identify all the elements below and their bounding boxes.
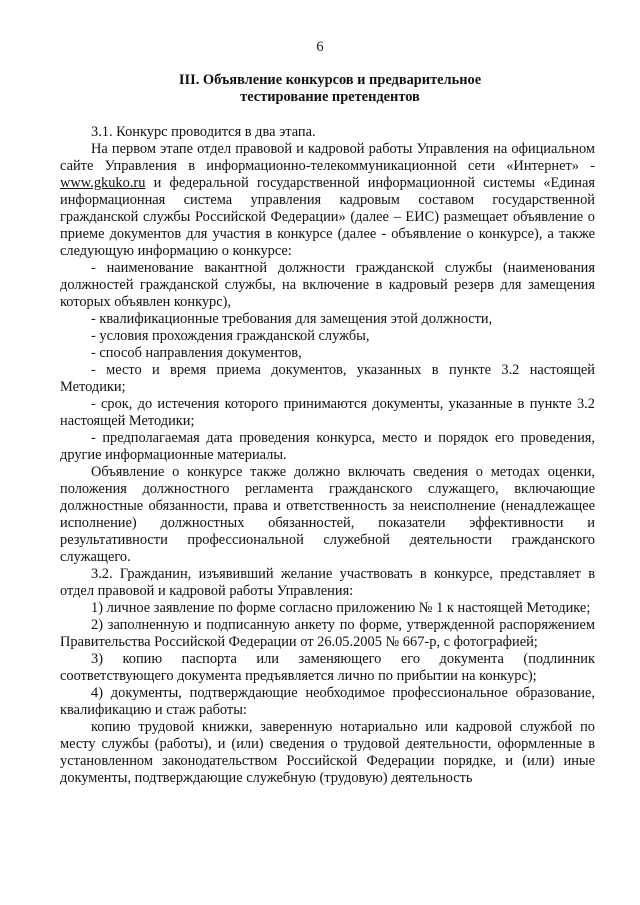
page-number: 6 <box>316 39 324 55</box>
paragraph-first-stage-text-b: и федеральной государственной информационной системы «Единая информационная система управления кадровым составом государственной гражданской службы Российской Федерации» (далее – ЕИС) размещает объявление о приеме документов для участия в конкурсе (далее - объявление о конкурсе), а также следующую информацию о конкурсе: <box>60 175 595 259</box>
paragraph-employment-record: копию трудовой книжки, заверенную нотариально или кадровой службой по месту службы (работы), и (или) сведения о трудовой деятельности, оформленные в установленном законодательством Российской Федерации порядке, и (или) иные документы, подтверждающие служебную (трудовую) деятельность <box>60 719 595 786</box>
website-link[interactable]: www.gkuko.ru <box>60 175 146 191</box>
list-item-service-conditions: - условия прохождения гражданской службы, <box>91 328 370 344</box>
list-item-submission-method: - способ направления документов, <box>91 345 302 361</box>
list-item-vacancy-name: - наименование вакантной должности гражданской службы (наименования должностей гражданской службы, на включение в кадровый резерв для замещения которых объявлен конкурс), <box>60 260 595 310</box>
section-heading <box>60 72 600 106</box>
section-heading-line-1: III. Объявление конкурсов и предварительное <box>178 72 482 88</box>
paragraph-citizen-submits: 3.2. Гражданин, изъявивший желание участвовать в конкурсе, представляет в отдел правовой и кадровой работы Управления: <box>60 566 595 599</box>
paragraph-first-stage-text-a: На первом этапе отдел правовой и кадровой работы Управления на официальном сайте Управления в информационно-телекоммуникационной сети «Интернет» - <box>60 141 595 174</box>
list-item-place-time: - место и время приема документов, указанных в пункте 3.2 настоящей Методики; <box>60 362 595 395</box>
section-heading-line-2: тестирование претендентов <box>240 89 420 105</box>
list-item-questionnaire: 2) заполненную и подписанную анкету по форме, утвержденной распоряжением Правительства Российской Федерации от 26.05.2005 № 667-р, с фотографией; <box>60 617 595 650</box>
list-item-contest-date: - предполагаемая дата проведения конкурса, место и порядок его проведения, другие информационные материалы. <box>60 430 595 463</box>
list-item-application: 1) личное заявление по форме согласно приложению № 1 к настоящей Методике; <box>91 600 591 616</box>
list-item-qualification: - квалификационные требования для замещения этой должности, <box>91 311 493 327</box>
list-item-deadline: - срок, до истечения которого принимаются документы, указанные в пункте 3.2 настоящей Методики; <box>60 396 595 429</box>
paragraph-announcement-contents: Объявление о конкурсе также должно включать сведения о методах оценки, положения должностного регламента гражданского служащего, включающие должностные обязанности, права и ответственность за неисполнение (ненадлежащее исполнение) должностных обязанностей, показатели эффективности и результативности профессиональной служебной деятельности гражданского служащего. <box>60 464 595 565</box>
list-item-education-docs: 4) документы, подтверждающие необходимое профессиональное образование, квалификацию и стаж работы: <box>60 685 595 718</box>
document-body <box>60 124 595 787</box>
list-item-passport: 3) копию паспорта или заменяющего его документа (подлинник соответствующего документа предъявляется лично по прибытии на конкурс); <box>60 651 595 684</box>
paragraph-stages: 3.1. Конкурс проводится в два этапа. <box>91 124 316 140</box>
paragraph-first-stage <box>60 141 595 260</box>
